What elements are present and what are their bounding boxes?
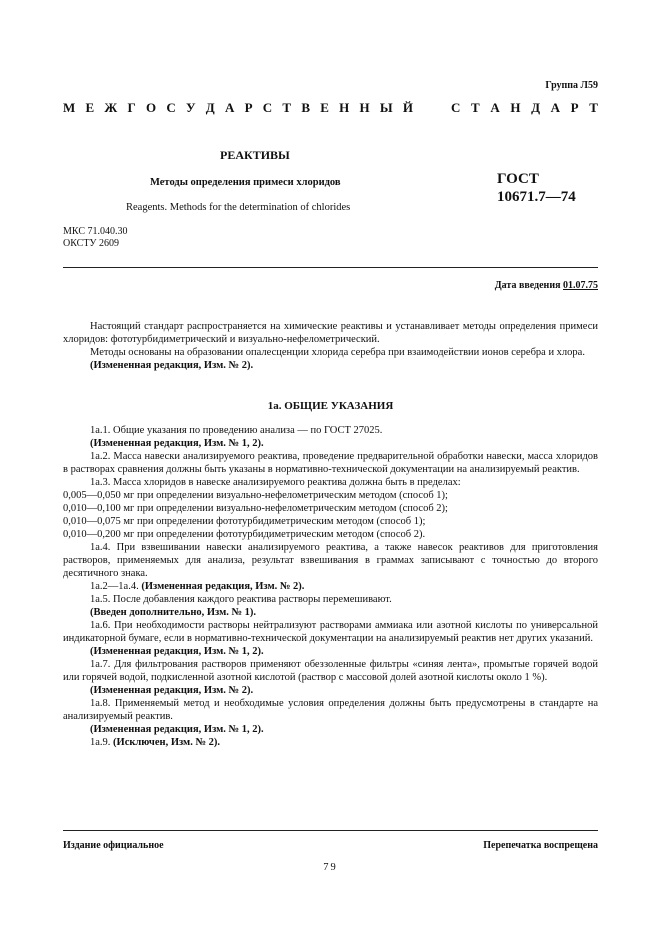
clause-excluded — [63, 736, 598, 749]
clause: 1а.5. После добавления каждого реактива растворы перемешивают. — [90, 594, 392, 605]
document-subtitle: Методы определения примеси хлоридов — [150, 177, 341, 188]
page-number: 79 — [323, 862, 338, 873]
banner-letter: А — [490, 100, 500, 115]
banner-letter: Г — [127, 100, 136, 115]
mass-range-item: 0,010—0,075 мг при определении фототурбидиметрическим методом (способ 1); — [63, 516, 426, 527]
reprint-prohibited-label: Перепечатка воспрещена — [483, 840, 598, 851]
group-label: Группа Л59 — [545, 80, 598, 91]
banner-letter: Ы — [379, 100, 393, 115]
mass-range-item: 0,010—0,100 мг при определении визуально-нефелометрическим методом (способ 2); — [63, 503, 448, 514]
gost-number: 10671.7—74 — [497, 189, 576, 205]
amendment-note: (Исключен, Изм. № 2). — [113, 737, 221, 748]
banner-letter: У — [186, 100, 196, 115]
banner-letter: Т — [471, 100, 480, 115]
banner-letter: М — [63, 100, 76, 115]
banner-letter: Д — [205, 100, 215, 115]
document-title: РЕАКТИВЫ — [220, 148, 290, 162]
clause: 1а.4. При взвешивании навески анализируемого реактива, а также навесок реактивов для приготовления растворов, применяемых для анализа, результат взвешивания в граммах записывают с точностью до второго десятичного знака. — [63, 542, 598, 579]
introduction-date — [495, 280, 598, 291]
banner-letter: С — [451, 100, 461, 115]
banner-letter: О — [146, 100, 157, 115]
amendment-note: (Измененная редакция, Изм. № 1, 2). — [90, 438, 264, 449]
gost-label: ГОСТ — [497, 171, 539, 187]
okstu-code: ОКСТУ 2609 — [63, 238, 120, 249]
introduction-date-value: 01.07.75 — [563, 280, 598, 291]
banner-letter: Н — [359, 100, 370, 115]
banner-letter: Т — [589, 100, 598, 115]
classification-codes — [63, 226, 127, 250]
clause: 1а.1. Общие указания по проведению анализа — по ГОСТ 27025. — [90, 425, 383, 436]
mass-range-item: 0,010—0,200 мг при определении фототурбидиметрическим методом (способ 2). — [63, 529, 426, 540]
amendment-note: (Измененная редакция, Изм. № 2). — [141, 581, 305, 592]
gost-designation — [497, 170, 576, 206]
banner-letter: А — [224, 100, 235, 115]
banner-letter: Р — [244, 100, 253, 115]
amendment-note: (Измененная редакция, Изм. № 1, 2). — [90, 646, 264, 657]
banner-letter: Ж — [104, 100, 118, 115]
banner-letter: В — [301, 100, 310, 115]
amendment-note: (Измененная редакция, Изм. № 2). — [90, 360, 254, 371]
mks-code: МКС 71.040.30 — [63, 226, 128, 237]
clause-number: 1а.9. — [90, 737, 111, 748]
banner-letter: Т — [282, 100, 292, 115]
header-divider — [63, 267, 598, 268]
document-title-english: Reagents. Methods for the determination of chlorides — [126, 202, 351, 213]
clause: 1а.7. Для фильтрования растворов применяют обеззоленные фильтры «синяя лента», промытые горячей водой или горячей водой, подкисленной азотной кислотой (раствор с массовой долей азотной кислоты около 1 %). — [63, 659, 598, 683]
banner-letter: Н — [339, 100, 350, 115]
banner-letter: Д — [531, 100, 541, 115]
clause: 1а.8. Применяемый метод и необходимые условия определения должны быть предусмотрены в стандарте на анализируемый реактив. — [63, 698, 598, 722]
clause: 1а.6. При необходимости растворы нейтрализуют растворами аммиака или азотной кислоты по универсальной индикаторной бумаге, если в нормативно-технической документации на анализируемый реактив нет других указаний. — [63, 620, 598, 644]
clause-range: 1а.2—1а.4. — [90, 581, 139, 592]
banner-letter: Н — [510, 100, 521, 115]
intro-paragraph: Настоящий стандарт распространяется на химические реактивы и устанавливает методы определения примеси хлоридов: фототурбидиметрический и визуально-нефелометрический. — [63, 321, 598, 345]
mass-range-item: 0,005—0,050 мг при определении визуально-нефелометрическим методом (способ 1); — [63, 490, 448, 501]
clause: 1а.3. Масса хлоридов в навеске анализируемого реактива должна быть в пределах: — [90, 477, 461, 488]
intro-paragraph: Методы основаны на образовании опалесценции хлорида серебра при взаимодействии ионов серебра и хлора. — [90, 347, 585, 358]
banner-letter: С — [166, 100, 176, 115]
official-edition-label: Издание официальное — [63, 840, 164, 851]
amendment-note: (Введен дополнительно, Изм. № 1). — [90, 607, 257, 618]
banner-letter: Й — [402, 100, 413, 115]
amendment-note: (Измененная редакция, Изм. № 1, 2). — [90, 724, 264, 735]
clause: 1а.2. Масса навески анализируемого реактива, проведение предварительной обработки навески, масса хлоридов в растворах сравнения должны быть указаны в нормативно-технической документации на анализируемый реактив. — [63, 451, 598, 475]
banner-letter: А — [550, 100, 561, 115]
general-instructions — [63, 424, 598, 749]
amendment-note: (Измененная редакция, Изм. № 2). — [90, 685, 254, 696]
interstate-standard-banner — [63, 100, 598, 116]
introduction-text — [63, 320, 598, 372]
footer-divider — [63, 830, 598, 831]
banner-word-standard — [451, 100, 598, 116]
banner-letter: Е — [85, 100, 95, 115]
section-title: 1а. ОБЩИЕ УКАЗАНИЯ — [267, 400, 394, 412]
introduction-date-label: Дата введения — [494, 280, 561, 291]
banner-letter: С — [262, 100, 273, 115]
banner-letter: Р — [570, 100, 579, 115]
banner-letter: Е — [320, 100, 329, 115]
banner-word-interstate — [63, 100, 413, 116]
clause-range-note — [63, 580, 598, 593]
